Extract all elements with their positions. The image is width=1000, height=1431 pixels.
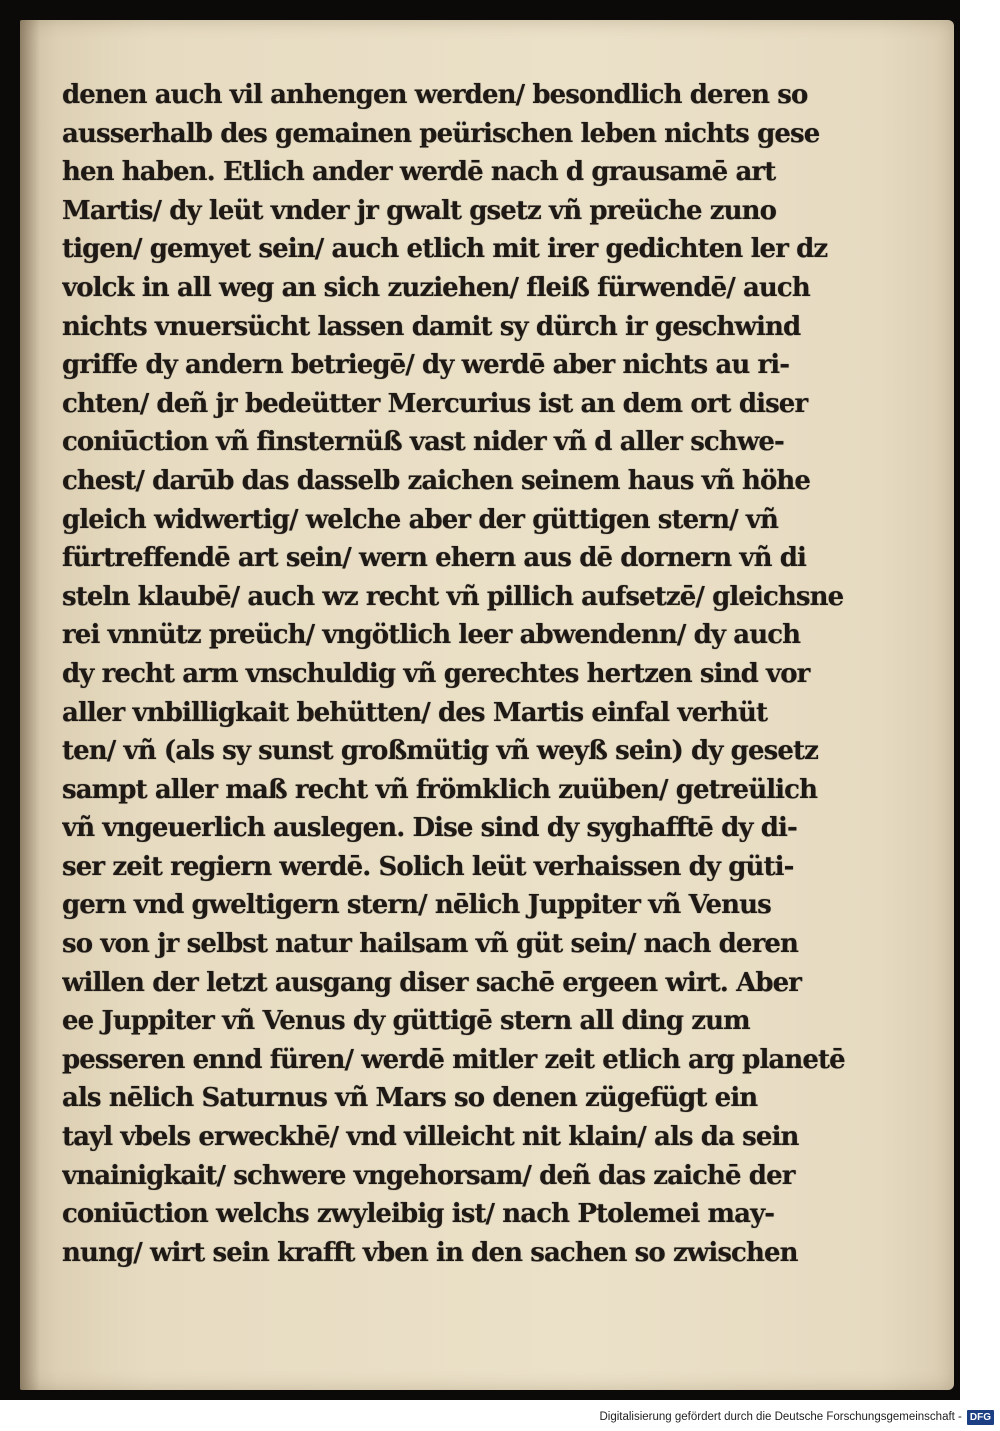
text-line: sampt aller maß recht vñ frömklich zuüben/ getreülich: [62, 774, 818, 805]
text-line: nung/ wirt sein krafft vben in den sachen so zwischen: [62, 1237, 798, 1268]
digitization-credit: [600, 1407, 994, 1427]
gutter-shadow: [20, 20, 40, 1390]
text-line: ten/ vñ (als sy sunst großmütig vñ weyß sein) dy gesetz: [62, 736, 818, 767]
text-line: dy recht arm vnschuldig vñ gerechtes hertzen sind vor: [62, 658, 810, 689]
text-line: denen auch vil anhengen werden/ besondlich deren so: [62, 80, 808, 110]
text-line: Martis/ dy leüt vnder jr gwalt gsetz vñ preüche zuno: [62, 195, 777, 226]
text-line: gleich widwertig/ welche aber der güttigen stern/ vñ: [62, 504, 779, 535]
text-line: steln klaubē/ auch wz recht vñ pillich aufsetzē/ gleichsne: [62, 581, 844, 612]
text-line: pesseren ennd füren/ werdē mitler zeit etlich arg planetē: [62, 1044, 845, 1075]
text-line: tayl vbels erweckhē/ vnd villeicht nit klain/ als da sein: [62, 1122, 799, 1153]
text-line: ee Juppiter vñ Venus dy güttigē stern all ding zum: [62, 1006, 750, 1037]
text-line: chest/ darūb das dasselb zaichen seinem haus vñ höhe: [62, 465, 811, 496]
text-line: als nēlich Saturnus vñ Mars so denen zügefügt ein: [62, 1083, 758, 1114]
text-line: aller vnbilligkait behütten/ des Martis einfal verhüt: [62, 697, 768, 728]
text-line: rei vnnütz preüch/ vngötlich leer abwendenn/ dy auch: [62, 620, 801, 651]
text-line: volck in all weg an sich zuziehen/ fleiß fürwendē/ auch: [62, 272, 810, 303]
text-line: tigen/ gemyet sein/ auch etlich mit irer gedichten ler dz: [62, 234, 828, 265]
text-line: chten/ deñ jr bedeütter Mercurius ist an dem ort diser: [62, 388, 808, 419]
text-line: griffe dy andern betriegē/ dy werdē aber nichts au ri-: [62, 350, 790, 381]
text-line: coniūction vñ finsternüß vast nider vñ d aller schwe-: [62, 427, 784, 458]
book-page: [20, 20, 954, 1390]
text-line: willen der letzt ausgang diser sachē ergeen wirt. Aber: [62, 967, 802, 998]
text-line: so von jr selbst natur hailsam vñ güt sein/ nach deren: [62, 929, 799, 960]
page-text-block: [62, 76, 882, 1272]
text-line: ser zeit regiern werdē. Solich leüt verhaissen dy güti-: [62, 851, 794, 882]
text-line: ausserhalb des gemainen peürischen leben nichts gese: [62, 118, 820, 149]
text-line: vnainigkait/ schwere vngehorsam/ deñ das zaichē der: [62, 1160, 795, 1191]
text-line: hen haben. Etlich ander werdē nach d grausamē art: [62, 157, 776, 188]
text-line: fürtreffendē art sein/ wern ehern aus dē dornern vñ di: [62, 543, 807, 574]
text-line: gern vnd gweltigern stern/ nēlich Juppiter vñ Venus: [62, 890, 771, 921]
text-line: coniūction welchs zwyleibig ist/ nach Ptolemei may-: [62, 1199, 775, 1230]
text-line: nichts vnuersücht lassen damit sy dürch ir geschwind: [62, 311, 801, 342]
funding-notice: Digitalisierung gefördert durch die Deutsche Forschungsgemeinschaft -: [599, 1411, 962, 1423]
dfg-logo: DFG: [967, 1410, 994, 1425]
text-line: vñ vngeuerlich auslegen. Dise sind dy syghafftē dy di-: [62, 813, 797, 844]
